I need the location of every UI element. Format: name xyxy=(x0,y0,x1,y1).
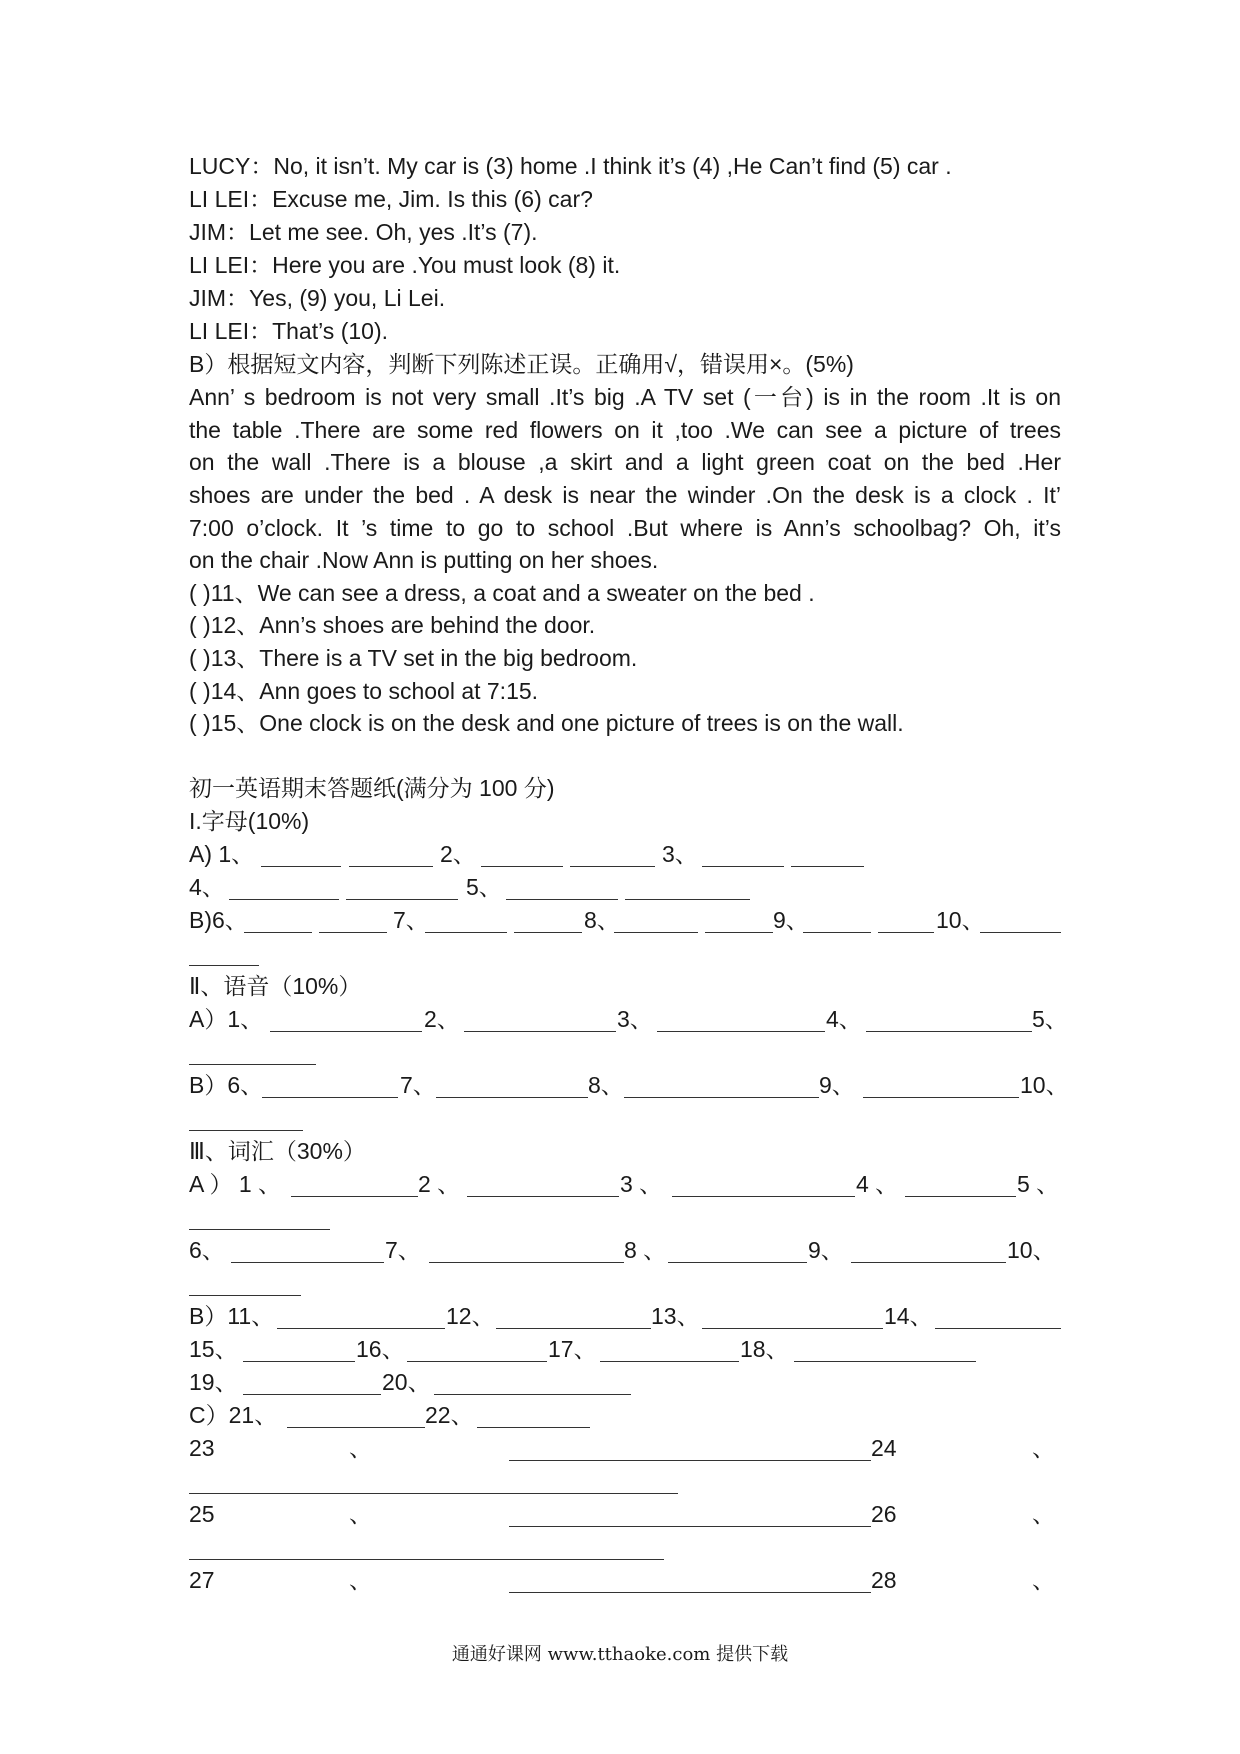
item-separator: 、 xyxy=(349,1567,372,1593)
item-label: 7、 xyxy=(400,1072,436,1098)
answer-blank[interactable] xyxy=(436,1097,588,1098)
answer-blank[interactable] xyxy=(794,1361,976,1362)
answer-blank[interactable] xyxy=(624,1097,819,1098)
item-label: 4、 xyxy=(189,874,225,900)
answer-blank[interactable] xyxy=(509,1526,871,1527)
item-label: A）1、 xyxy=(189,1006,264,1032)
item-label: 12、 xyxy=(446,1303,495,1329)
answer-blank[interactable] xyxy=(702,1328,883,1329)
item-label: 20、 xyxy=(382,1369,431,1395)
answer-blank[interactable] xyxy=(291,1196,418,1197)
item-label: C）21、 xyxy=(189,1402,278,1428)
item-label: 3 、 xyxy=(620,1171,663,1197)
answer-blank[interactable] xyxy=(346,899,458,900)
answer-blank[interactable] xyxy=(189,1295,301,1296)
answer-blank[interactable] xyxy=(189,1229,330,1230)
item-label: 24 xyxy=(871,1435,897,1461)
section-b-title: B）根据短文内容，判断下列陈述正误。正确用√，错误用×。(5%) xyxy=(189,351,854,377)
answer-blank[interactable] xyxy=(803,932,871,933)
item-label: B)6、 xyxy=(189,907,248,933)
item-label: 15、 xyxy=(189,1336,238,1362)
answer-blank[interactable] xyxy=(231,1262,384,1263)
answer-blank[interactable] xyxy=(506,899,618,900)
item-label: 18、 xyxy=(740,1336,789,1362)
item-label: 19、 xyxy=(189,1369,238,1395)
dialogue-line: LI LEI：Excuse me, Jim. Is this (6) car? xyxy=(189,186,593,212)
answer-blank[interactable] xyxy=(189,1559,664,1560)
section-2-title: Ⅱ、语音（10%） xyxy=(189,973,362,999)
item-separator: 、 xyxy=(1032,1435,1055,1461)
answer-blank[interactable] xyxy=(514,932,582,933)
item-label: 5、 xyxy=(466,874,502,900)
answer-blank[interactable] xyxy=(878,932,934,933)
statement: ( )12、Ann’s shoes are behind the door. xyxy=(189,612,596,638)
answer-blank[interactable] xyxy=(935,1328,1061,1329)
answer-blank[interactable] xyxy=(244,932,312,933)
answer-blank[interactable] xyxy=(277,1328,445,1329)
section-1-title: I.字母(10%) xyxy=(189,808,310,834)
item-label: 9、 xyxy=(773,907,809,933)
item-label: A ） 1 、 xyxy=(189,1171,282,1197)
item-label: 8 、 xyxy=(624,1237,667,1263)
item-label: B）6、 xyxy=(189,1072,264,1098)
answer-blank[interactable] xyxy=(481,866,563,867)
passage-line: on the chair .Now Ann is putting on her shoes. xyxy=(189,547,659,573)
passage-line: Ann’ s bedroom is not very small .It’s big .A TV set (一台) is in the room .It is on xyxy=(189,384,1061,410)
item-label: 4、 xyxy=(826,1006,862,1032)
answer-blank[interactable] xyxy=(705,932,773,933)
item-label: A) 1、 xyxy=(189,841,255,867)
item-label: 2、 xyxy=(424,1006,460,1032)
answer-blank[interactable] xyxy=(600,1361,739,1362)
item-label: 7、 xyxy=(393,907,429,933)
answer-blank[interactable] xyxy=(863,1097,1019,1098)
item-label: 8、 xyxy=(588,1072,624,1098)
answer-blank[interactable] xyxy=(229,899,339,900)
item-label: 26 xyxy=(871,1501,897,1527)
answer-blank[interactable] xyxy=(261,866,341,867)
answer-blank[interactable] xyxy=(243,1361,355,1362)
answer-blank[interactable] xyxy=(905,1196,1016,1197)
answer-blank[interactable] xyxy=(672,1196,855,1197)
answer-blank[interactable] xyxy=(262,1097,398,1098)
item-label: 16、 xyxy=(356,1336,405,1362)
answer-blank[interactable] xyxy=(189,965,259,966)
answer-blank[interactable] xyxy=(464,1031,616,1032)
item-label: 2 、 xyxy=(418,1171,461,1197)
answer-blank[interactable] xyxy=(614,932,698,933)
item-separator: 、 xyxy=(1032,1501,1055,1527)
answer-blank[interactable] xyxy=(429,1262,624,1263)
answer-blank[interactable] xyxy=(287,1427,425,1428)
item-label: 22、 xyxy=(425,1402,474,1428)
answer-blank[interactable] xyxy=(702,866,784,867)
answer-blank[interactable] xyxy=(980,932,1061,933)
item-label: B）11、 xyxy=(189,1303,275,1329)
answer-blank[interactable] xyxy=(270,1031,422,1032)
answer-blank[interactable] xyxy=(349,866,433,867)
answer-blank[interactable] xyxy=(509,1460,871,1461)
answer-blank[interactable] xyxy=(407,1361,547,1362)
answer-blank[interactable] xyxy=(851,1262,1006,1263)
item-label: 13、 xyxy=(651,1303,700,1329)
item-separator: 、 xyxy=(1032,1567,1055,1593)
answer-blank[interactable] xyxy=(189,1130,303,1131)
answer-blank[interactable] xyxy=(657,1031,825,1032)
answer-blank[interactable] xyxy=(668,1262,807,1263)
answer-blank[interactable] xyxy=(425,932,507,933)
passage-line: shoes are under the bed . A desk is near the winder .On the desk is a clock . It’ xyxy=(189,482,1061,508)
statement: ( )15、One clock is on the desk and one picture of trees is on the wall. xyxy=(189,710,904,736)
statement: ( )11、We can see a dress, a coat and a sweater on the bed . xyxy=(189,580,815,606)
answer-blank[interactable] xyxy=(189,1064,316,1065)
answer-blank[interactable] xyxy=(791,866,864,867)
item-separator: 、 xyxy=(349,1501,372,1527)
item-label: 9、 xyxy=(808,1237,844,1263)
item-label: 17、 xyxy=(548,1336,597,1362)
answer-blank[interactable] xyxy=(477,1427,590,1428)
item-label: 7、 xyxy=(385,1237,421,1263)
item-label: 10、 xyxy=(1020,1072,1069,1098)
answer-blank[interactable] xyxy=(570,866,655,867)
passage-line: the table .There are some red flowers on it ,too .We can see a picture of trees xyxy=(189,417,1061,443)
answer-blank[interactable] xyxy=(496,1328,651,1329)
item-label: 10、 xyxy=(1007,1237,1056,1263)
item-label: 10、 xyxy=(936,907,985,933)
item-label: 6、 xyxy=(189,1237,225,1263)
statement: ( )14、Ann goes to school at 7:15. xyxy=(189,678,539,704)
item-label: 25 xyxy=(189,1501,215,1527)
item-label: 8、 xyxy=(584,907,620,933)
item-label: 23 xyxy=(189,1435,215,1461)
item-label: 3、 xyxy=(617,1006,653,1032)
answer-blank[interactable] xyxy=(467,1196,619,1197)
footer-text: 通通好课网 www.tthaoke.com 提供下载 xyxy=(451,1644,789,1665)
item-label: 5、 xyxy=(1032,1006,1068,1032)
item-label: 2、 xyxy=(440,841,476,867)
answer-blank[interactable] xyxy=(243,1394,381,1395)
item-label: 4 、 xyxy=(856,1171,899,1197)
dialogue-line: LI LEI：That’s (10). xyxy=(189,318,388,344)
item-label: 3、 xyxy=(662,841,698,867)
item-label: 27 xyxy=(189,1567,215,1593)
dialogue-line: LI LEI：Here you are .You must look (8) it. xyxy=(189,252,621,278)
section-3-title: Ⅲ、词汇（30%） xyxy=(189,1138,366,1164)
dialogue-line: JIM：Yes, (9) you, Li Lei. xyxy=(189,285,446,311)
item-label: 14、 xyxy=(884,1303,933,1329)
passage-line: on the wall .There is a blouse ,a skirt and a light green coat on the bed .Her xyxy=(189,449,1061,475)
answer-sheet-title: 初一英语期末答题纸(满分为 100 分) xyxy=(189,775,555,801)
dialogue-line: JIM：Let me see. Oh, yes .It’s (7). xyxy=(189,219,538,245)
answer-blank[interactable] xyxy=(625,899,750,900)
item-label: 28 xyxy=(871,1567,897,1593)
passage-line: 7:00 o’clock. It ’s time to go to school .But where is Ann’s schoolbag? Oh, it’s xyxy=(189,515,1061,541)
item-label: 5 、 xyxy=(1017,1171,1060,1197)
answer-blank[interactable] xyxy=(189,1493,678,1494)
answer-blank[interactable] xyxy=(509,1592,871,1593)
dialogue-line: LUCY：No, it isn’t. My car is (3) home .I think it’s (4) ,He Can’t find (5) car . xyxy=(189,153,952,179)
answer-blank[interactable] xyxy=(319,932,387,933)
answer-blank[interactable] xyxy=(434,1394,631,1395)
item-label: 9、 xyxy=(819,1072,855,1098)
statement: ( )13、There is a TV set in the big bedroom. xyxy=(189,645,638,671)
answer-blank[interactable] xyxy=(866,1031,1032,1032)
item-separator: 、 xyxy=(349,1435,372,1461)
